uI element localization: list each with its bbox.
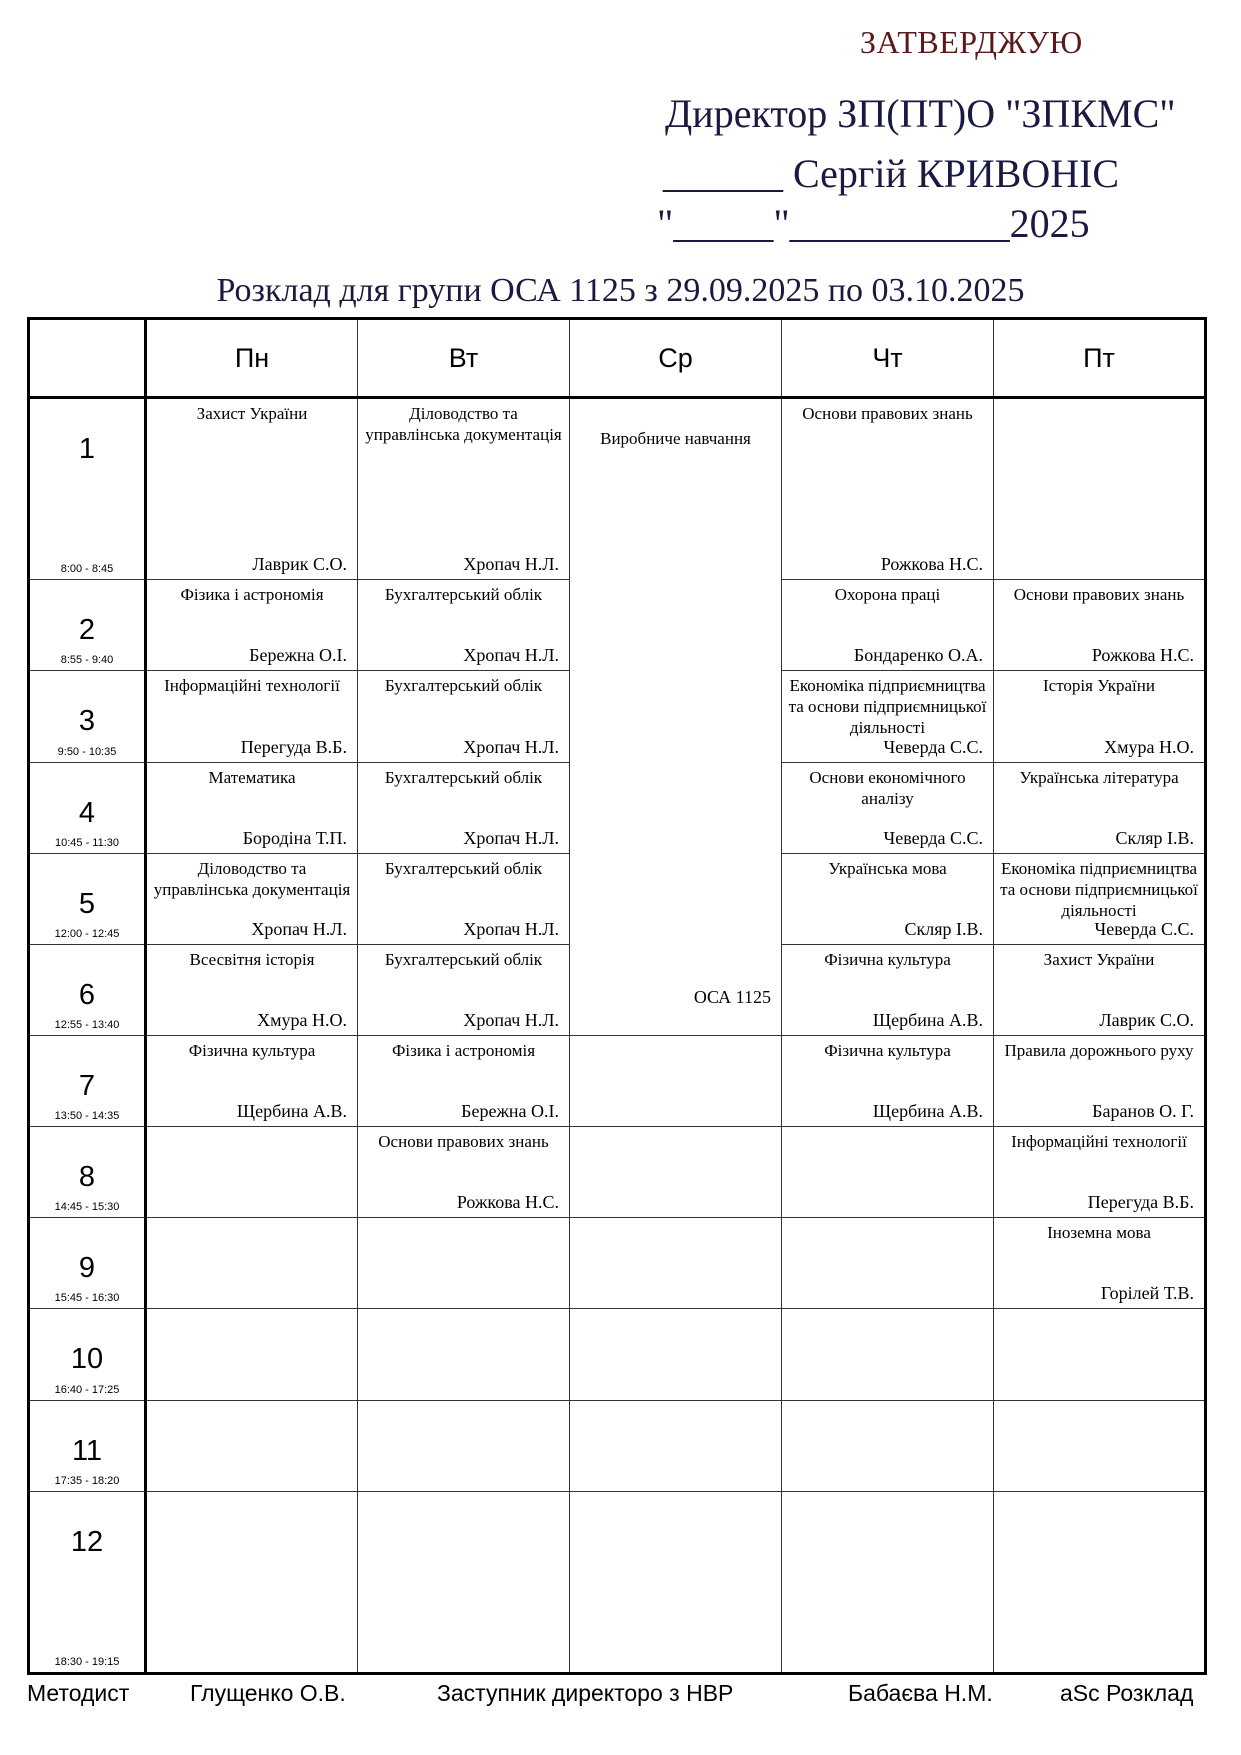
- lesson-teacher: Перегуда В.Б.: [1087, 1192, 1194, 1213]
- lesson-subject: Основи правових знань: [378, 1132, 549, 1152]
- lesson-cell: [146, 1035, 358, 1126]
- lesson-teacher: Бородіна Т.П.: [242, 827, 347, 848]
- lesson-cell: [358, 398, 570, 580]
- lesson-cell: [146, 671, 358, 762]
- lesson-teacher: Хропач Н.Л.: [463, 554, 559, 575]
- period-row: [29, 1035, 1206, 1126]
- period-row: [29, 1491, 1206, 1673]
- lesson-cell: [782, 671, 994, 762]
- corner-cell: [29, 319, 146, 398]
- period-time: 8:00 - 8:45: [60, 563, 114, 576]
- lesson-subject: Захист України: [196, 404, 308, 423]
- lesson-cell: [782, 1400, 994, 1491]
- lesson-cell: [994, 671, 1206, 762]
- lesson-teacher: Рожкова Н.С.: [456, 1192, 559, 1213]
- lesson-cell: [994, 1309, 1206, 1400]
- lesson-teacher: Чеверда С.С.: [1094, 918, 1194, 939]
- lesson-subject: Основи правових знань: [1013, 585, 1185, 605]
- lesson-subject: Фізична культура: [824, 1040, 951, 1060]
- lesson-cell: [358, 671, 570, 762]
- lesson-cell: [146, 762, 358, 853]
- period-cell: [29, 1218, 146, 1309]
- lesson-subject: Інформаційні технології: [1011, 1132, 1187, 1152]
- lesson-teacher: Хропач Н.Л.: [463, 1009, 559, 1030]
- lesson-subject: Інформаційні технології: [164, 676, 340, 696]
- period-cell: [29, 671, 146, 762]
- lesson-cell: [994, 580, 1206, 671]
- lesson-cell: [994, 944, 1206, 1035]
- lesson-cell: [782, 1309, 994, 1400]
- lesson-cell: [146, 1218, 358, 1309]
- lesson-cell: [358, 944, 570, 1035]
- period-number: 6: [78, 978, 96, 1011]
- lesson-subject: Економіка підприємництва та основи підприємницької діяльності: [788, 676, 987, 738]
- lesson-subject: Українська література: [1019, 767, 1179, 787]
- period-number: 1: [78, 433, 96, 465]
- lesson-teacher: Хропач Н.Л.: [463, 645, 559, 666]
- day-header-wed: Ср: [570, 319, 782, 398]
- lesson-cell: [570, 1218, 782, 1309]
- lesson-teacher: Рожкова Н.С.: [880, 554, 983, 575]
- period-time: 10:45 - 11:30: [54, 836, 119, 849]
- lesson-cell: [782, 1035, 994, 1126]
- lesson-subject: Діловодство та управлінська документація: [365, 404, 562, 444]
- period-time: 18:30 - 19:15: [54, 1656, 120, 1668]
- period-cell: [29, 580, 146, 671]
- lesson-teacher: Перегуда В.Б.: [240, 736, 347, 757]
- period-row: [29, 1127, 1206, 1218]
- lesson-teacher: Бережна О.І.: [461, 1101, 559, 1122]
- lesson-subject: Українська мова: [828, 858, 947, 878]
- lesson-cell: [782, 1491, 994, 1673]
- period-cell: [29, 853, 146, 944]
- period-time: 14:45 - 15:30: [54, 1201, 120, 1214]
- lesson-cell: [358, 1309, 570, 1400]
- lesson-cell: [146, 1491, 358, 1673]
- schedule-table: [27, 317, 1207, 1675]
- lesson-subject: Правила дорожнього руху: [1004, 1040, 1194, 1060]
- period-row: [29, 1218, 1206, 1309]
- period-cell: [29, 1035, 146, 1126]
- period-cell: [29, 1491, 146, 1673]
- lesson-cell: [570, 1309, 782, 1400]
- lesson-teacher: Хропач Н.Л.: [463, 736, 559, 757]
- lesson-teacher: Щербина А.В.: [872, 1009, 983, 1030]
- lesson-cell: [782, 1218, 994, 1309]
- day-header-row: [29, 319, 1206, 398]
- period-time: 15:45 - 16:30: [54, 1292, 120, 1305]
- period-time: 12:00 - 12:45: [54, 927, 120, 940]
- lesson-teacher: Щербина А.В.: [872, 1101, 983, 1122]
- approve-label: ЗАТВЕРДЖУЮ: [860, 24, 1083, 60]
- lesson-cell: [146, 398, 358, 580]
- day-header-fri: Пт: [994, 319, 1206, 398]
- period-number: 9: [78, 1252, 96, 1285]
- lesson-teacher: Рожкова Н.С.: [1091, 645, 1194, 666]
- lesson-subject: Економіка підприємництва та основи підприємницької діяльності: [1000, 858, 1198, 920]
- period-time: 16:40 - 17:25: [54, 1383, 120, 1396]
- lesson-cell: [358, 580, 570, 671]
- director-title: Директор ЗП(ПТ)О "ЗПКМС": [665, 91, 1176, 136]
- wednesday-practice-block: [570, 398, 782, 1036]
- period-number: 11: [71, 1434, 103, 1467]
- lesson-cell: [570, 1400, 782, 1491]
- lesson-cell: [994, 398, 1206, 580]
- schedule-title: Розклад для групи ОСА 1125 з 29.09.2025 по 03.10.2025: [216, 272, 1025, 309]
- lesson-cell: [570, 1127, 782, 1218]
- lesson-cell: [146, 853, 358, 944]
- day-header-mon: Пн: [146, 319, 358, 398]
- lesson-teacher: Хропач Н.Л.: [463, 827, 559, 848]
- lesson-cell: [146, 944, 358, 1035]
- lesson-cell: [782, 580, 994, 671]
- footer-deputy-name: Бабаєва Н.М.: [848, 1680, 993, 1706]
- period-time: 13:50 - 14:35: [54, 1110, 120, 1123]
- lesson-cell: [782, 1127, 994, 1218]
- lesson-teacher: Лаврик С.О.: [1099, 1009, 1194, 1030]
- day-header-tue: Вт: [358, 319, 570, 398]
- period-cell: [29, 944, 146, 1035]
- lesson-subject: Охорона праці: [834, 585, 941, 605]
- footer-methodist-name: Глущенко О.В.: [190, 1680, 346, 1706]
- lesson-cell: [994, 853, 1206, 944]
- lesson-subject: Фізика і астрономія: [391, 1040, 536, 1060]
- lesson-subject: Діловодство та управлінська документація: [153, 858, 351, 899]
- lesson-cell: [570, 1491, 782, 1673]
- lesson-cell: [146, 1127, 358, 1218]
- lesson-cell: [782, 853, 994, 944]
- lesson-subject: Бухгалтерський облік: [384, 858, 543, 878]
- period-time: 17:35 - 18:20: [54, 1474, 120, 1487]
- lesson-cell: [358, 762, 570, 853]
- lesson-cell: [146, 580, 358, 671]
- lesson-cell: [358, 1218, 570, 1309]
- lesson-cell: [994, 1218, 1206, 1309]
- footer-deputy-label: Заступник директоро з НВР: [437, 1680, 734, 1706]
- period-cell: [29, 398, 146, 580]
- lesson-subject: Основи економічного аналізу: [809, 767, 966, 808]
- lesson-cell: [358, 1035, 570, 1126]
- lesson-subject: Бухгалтерський облік: [384, 767, 543, 787]
- lesson-teacher: Чеверда С.С.: [883, 827, 983, 848]
- date-line: "_____"___________2025: [657, 201, 1090, 246]
- footer-methodist-label: Методист: [27, 1680, 130, 1706]
- period-cell: [29, 1400, 146, 1491]
- lesson-subject: Основи правових знань: [802, 404, 973, 423]
- period-number: 10: [70, 1343, 104, 1376]
- period-number: 5: [78, 887, 96, 920]
- lesson-cell: [358, 1400, 570, 1491]
- period-time: 8:55 - 9:40: [60, 654, 114, 667]
- lesson-subject: Захист України: [1043, 949, 1155, 969]
- lesson-teacher: Бондаренко О.А.: [853, 645, 983, 666]
- lesson-teacher: Бережна О.І.: [249, 645, 347, 666]
- lesson-subject: Фізична культура: [824, 949, 951, 969]
- lesson-cell: [994, 1400, 1206, 1491]
- lesson-cell: [994, 1127, 1206, 1218]
- lesson-teacher: Баранов О. Г.: [1092, 1101, 1194, 1122]
- period-row: [29, 1400, 1206, 1491]
- period-number: 12: [70, 1525, 104, 1558]
- lesson-subject: Бухгалтерський облік: [384, 676, 543, 696]
- lesson-teacher: Хропач Н.Л.: [251, 918, 347, 939]
- lesson-teacher: Скляр І.В.: [1115, 827, 1194, 848]
- lesson-cell: [994, 1035, 1206, 1126]
- wednesday-group: ОСА 1125: [693, 987, 771, 1007]
- lesson-cell: [782, 944, 994, 1035]
- period-time: 12:55 - 13:40: [54, 1018, 120, 1031]
- lesson-cell: [782, 398, 994, 580]
- period-number: 4: [78, 796, 96, 829]
- lesson-cell: [146, 1400, 358, 1491]
- lesson-teacher: Скляр І.В.: [904, 918, 983, 939]
- lesson-cell: [358, 1491, 570, 1673]
- period-row: [29, 398, 1206, 580]
- signature-line: ______ Сергій КРИВОНІС: [663, 151, 1120, 196]
- lesson-cell: [570, 1035, 782, 1126]
- lesson-teacher: Чеверда С.С.: [883, 736, 983, 757]
- lesson-subject: Бухгалтерський облік: [384, 949, 543, 969]
- lesson-teacher: Горілей Т.В.: [1100, 1283, 1194, 1304]
- lesson-teacher: Хмура Н.О.: [257, 1009, 347, 1030]
- period-number: 2: [78, 614, 96, 647]
- lesson-cell: [994, 762, 1206, 853]
- lesson-subject: Фізика і астрономія: [180, 585, 324, 605]
- lesson-subject: Історія України: [1043, 676, 1155, 696]
- lesson-teacher: Лаврик С.О.: [252, 554, 347, 575]
- lesson-cell: [782, 762, 994, 853]
- lesson-cell: [146, 1309, 358, 1400]
- lesson-subject: Математика: [208, 767, 296, 787]
- period-number: 8: [78, 1161, 96, 1194]
- lesson-teacher: Хропач Н.Л.: [463, 918, 559, 939]
- lesson-teacher: Хмура Н.О.: [1104, 736, 1194, 757]
- lesson-cell: [994, 1491, 1206, 1673]
- lesson-teacher: Щербина А.В.: [236, 1101, 347, 1122]
- period-time: 9:50 - 10:35: [57, 745, 117, 758]
- lesson-subject: Фізична культура: [188, 1040, 316, 1060]
- day-header-thu: Чт: [782, 319, 994, 398]
- period-cell: [29, 1127, 146, 1218]
- lesson-subject: Бухгалтерський облік: [384, 585, 543, 605]
- period-number: 7: [78, 1069, 96, 1102]
- period-cell: [29, 1309, 146, 1400]
- period-row: [29, 1309, 1206, 1400]
- lesson-subject: Іноземна мова: [1047, 1223, 1151, 1243]
- lesson-subject: Всесвітня історія: [189, 949, 315, 969]
- period-number: 3: [78, 705, 96, 738]
- lesson-cell: [358, 853, 570, 944]
- lesson-cell: [358, 1127, 570, 1218]
- footer-software: aSc Розклад: [1060, 1680, 1194, 1706]
- period-cell: [29, 762, 146, 853]
- wednesday-subject: Виробниче навчання: [600, 429, 751, 448]
